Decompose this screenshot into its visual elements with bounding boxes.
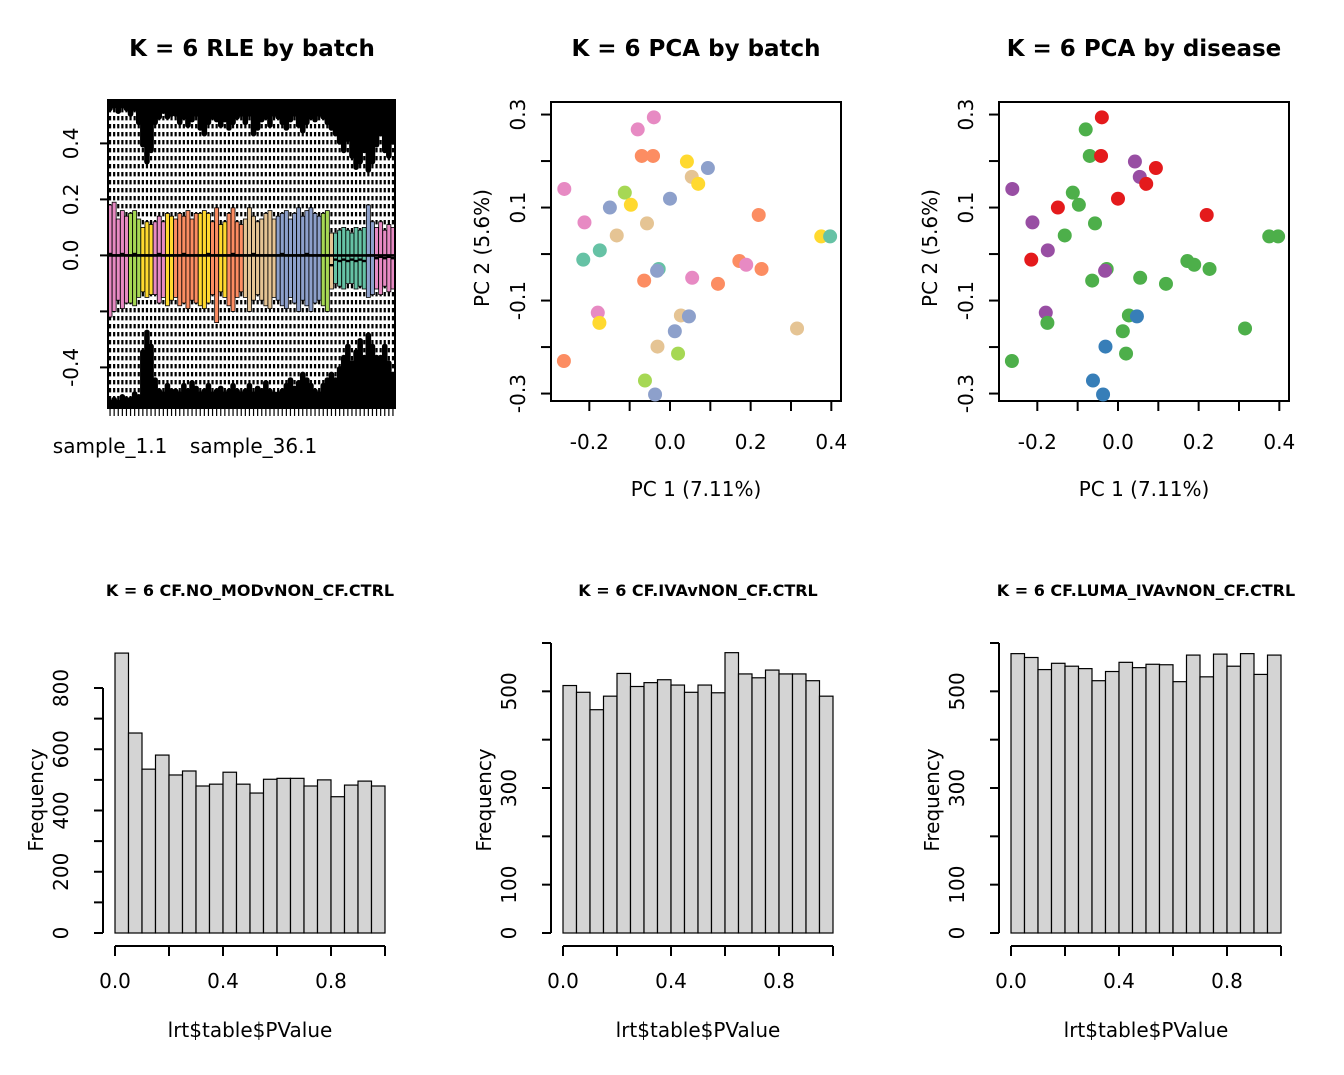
x-axis-title: PC 1 (7.11%) [1078, 477, 1210, 501]
chart-title: K = 6 PCA by batch [571, 36, 821, 62]
svg-text:0.3: 0.3 [506, 98, 530, 131]
svg-text:300: 300 [945, 768, 969, 808]
panel-pca-by-disease [896, 0, 1344, 560]
svg-text:-0.2: -0.2 [569, 430, 609, 454]
svg-text:100: 100 [945, 865, 969, 904]
pca-disease-scatter-canvas [896, 0, 1344, 560]
chart-title: K = 6 RLE by batch [129, 36, 375, 62]
svg-text:600: 600 [49, 730, 73, 769]
svg-text:0.0: 0.0 [995, 969, 1027, 993]
histogram-canvas [448, 560, 896, 1075]
svg-text:800: 800 [49, 668, 73, 708]
svg-text:0: 0 [497, 926, 521, 940]
svg-text:200: 200 [49, 852, 73, 891]
rle-boxplot-canvas [0, 0, 448, 560]
svg-text:0.0: 0.0 [547, 969, 579, 993]
svg-text:0: 0 [49, 926, 73, 940]
x-axis-title: lrt$table$PValue [1063, 1018, 1229, 1042]
svg-text:0.4: 0.4 [59, 127, 83, 160]
svg-text:0.4: 0.4 [1103, 969, 1135, 993]
svg-text:sample_36.1: sample_36.1 [189, 434, 318, 458]
chart-title: K = 6 CF.LUMA_IVAvNON_CF.CTRL [996, 581, 1296, 600]
svg-text:0.4: 0.4 [207, 969, 239, 993]
y-axis-title: PC 2 (5.6%) [470, 189, 494, 307]
svg-text:0.8: 0.8 [763, 969, 795, 993]
svg-text:0.4: 0.4 [655, 969, 687, 993]
x-axis-title: PC 1 (7.11%) [630, 477, 762, 501]
svg-text:0.3: 0.3 [954, 98, 978, 131]
panel-rle-by-batch [0, 0, 448, 560]
svg-text:100: 100 [497, 865, 521, 904]
chart-title: K = 6 CF.IVAvNON_CF.CTRL [578, 581, 818, 600]
y-axis-title: Frequency [472, 748, 496, 852]
pca-batch-scatter-canvas [448, 0, 896, 560]
panel-pca-by-batch [448, 0, 896, 560]
y-axis-title: Frequency [24, 748, 48, 852]
svg-text:0: 0 [945, 926, 969, 940]
svg-text:0.0: 0.0 [59, 239, 83, 272]
x-axis-title: lrt$table$PValue [167, 1018, 333, 1042]
svg-text:0.1: 0.1 [506, 191, 530, 224]
chart-title: K = 6 CF.NO_MODvNON_CF.CTRL [105, 581, 395, 600]
svg-text:0.1: 0.1 [954, 191, 978, 224]
svg-text:0.0: 0.0 [99, 969, 131, 993]
y-axis-title: Frequency [920, 748, 944, 852]
histogram-canvas [0, 560, 448, 1075]
svg-text:-0.2: -0.2 [1017, 430, 1057, 454]
svg-text:0.2: 0.2 [59, 183, 83, 216]
svg-text:0.4: 0.4 [1263, 430, 1296, 454]
x-axis-title: lrt$table$PValue [615, 1018, 781, 1042]
svg-text:-0.3: -0.3 [506, 374, 530, 414]
svg-text:0.0: 0.0 [1102, 430, 1134, 454]
svg-text:-0.4: -0.4 [59, 347, 83, 387]
svg-text:500: 500 [497, 672, 521, 711]
panel-hist-no-mod [0, 560, 448, 1075]
svg-text:-0.3: -0.3 [954, 374, 978, 414]
svg-text:0.0: 0.0 [654, 430, 686, 454]
svg-text:-0.1: -0.1 [506, 281, 530, 321]
svg-text:0.8: 0.8 [1211, 969, 1243, 993]
svg-text:0.4: 0.4 [815, 430, 848, 454]
svg-text:0.2: 0.2 [734, 430, 767, 454]
svg-text:0.2: 0.2 [1182, 430, 1215, 454]
y-axis-title: PC 2 (5.6%) [918, 189, 942, 307]
chart-title: K = 6 PCA by disease [1006, 36, 1282, 62]
panel-hist-iva [448, 560, 896, 1075]
svg-text:300: 300 [497, 768, 521, 808]
panel-hist-luma-iva [896, 560, 1344, 1075]
svg-text:400: 400 [49, 791, 73, 830]
svg-text:-0.1: -0.1 [954, 281, 978, 321]
histogram-canvas [896, 560, 1344, 1075]
svg-text:500: 500 [945, 672, 969, 711]
svg-text:sample_1.1: sample_1.1 [52, 434, 168, 458]
svg-text:0.8: 0.8 [315, 969, 347, 993]
